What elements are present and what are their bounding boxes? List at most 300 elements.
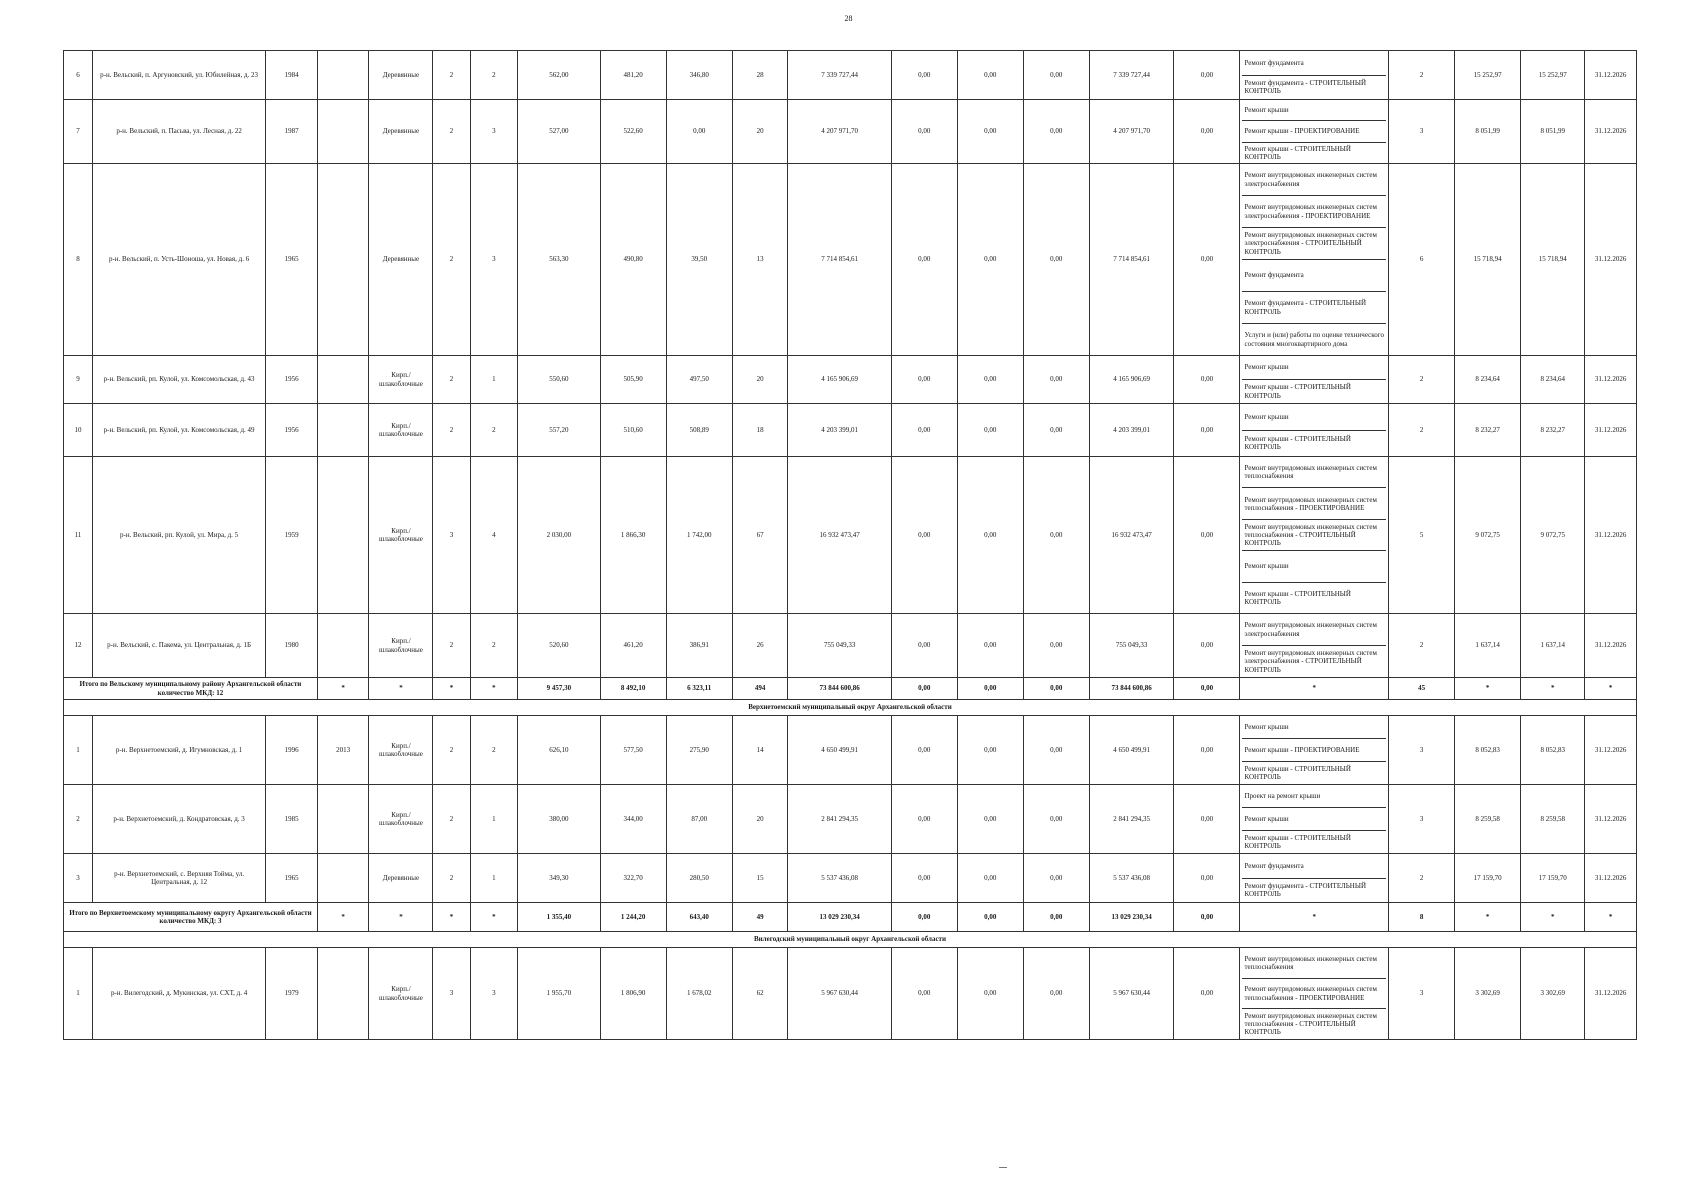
- cell-f1: 0,00: [891, 100, 957, 164]
- cell-area-living: 522,60: [600, 100, 666, 164]
- cell-entrances: 1: [470, 356, 517, 404]
- cell-unit-cost: 15 252,97: [1455, 51, 1521, 100]
- cell-wall: Кирп./шлакоблочные: [369, 716, 433, 785]
- cell-residents: 20: [732, 356, 788, 404]
- cell-area-total: 2 030,00: [518, 457, 601, 614]
- works-cell: [1240, 100, 1389, 164]
- total-area-total: 9 457,30: [518, 678, 601, 700]
- total-area-res: 643,40: [666, 903, 732, 932]
- total-f4: 13 029 230,34: [1089, 903, 1174, 932]
- total-dash: *: [1240, 903, 1389, 932]
- work-item: Ремонт внутридомовых инженерных систем электроснабжения - СТРОИТЕЛЬНЫЙ КОНТРОЛЬ: [1242, 228, 1386, 260]
- total-residents: 494: [732, 678, 788, 700]
- cell-deadline: 31.12.2026: [1585, 614, 1637, 678]
- cell-f5: 0,00: [1174, 854, 1240, 903]
- cell-f1: 0,00: [891, 51, 957, 100]
- cell-entrances: 2: [470, 404, 517, 457]
- table-row: [64, 854, 1637, 903]
- work-item: Ремонт внутридомовых инженерных систем электроснабжения: [1242, 164, 1386, 196]
- cell-unit-cost: 15 718,94: [1455, 164, 1521, 356]
- total-dash: *: [317, 903, 369, 932]
- row-address: р-н. Вельский, п. Аргуновский, ул. Юбилейная, д. 23: [92, 51, 265, 100]
- cell-deadline: 31.12.2026: [1585, 457, 1637, 614]
- section-title: Вилегодский муниципальный округ Архангельской области: [64, 932, 1637, 948]
- row-address: р-н. Вельский, рп. Кулой, ул. Комсомольская, д. 49: [92, 404, 265, 457]
- cell-f5: 0,00: [1174, 457, 1240, 614]
- works-list: [1242, 356, 1386, 403]
- work-item: Ремонт крыши - СТРОИТЕЛЬНЫЙ КОНТРОЛЬ: [1244, 435, 1351, 452]
- cell-f2: 0,00: [957, 785, 1023, 854]
- work-item: Ремонт крыши - СТРОИТЕЛЬНЫЙ КОНТРОЛЬ: [1244, 764, 1351, 781]
- cell-f3: 0,00: [1023, 948, 1089, 1040]
- cell-f5: 0,00: [1174, 51, 1240, 100]
- cell-f4: 5 537 436,08: [1089, 854, 1174, 903]
- row-address: р-н. Вельский, п. Пасьва, ул. Лесная, д. 22: [92, 100, 265, 164]
- work-item: Ремонт крыши: [1242, 551, 1386, 582]
- cell-entrances: 4: [470, 457, 517, 614]
- table-row: [64, 716, 1637, 785]
- row-address: р-н. Вилегодский, д. Мукинская, ул. СХТ, д. 4: [92, 948, 265, 1040]
- cell-unit-limit: 15 252,97: [1521, 51, 1585, 100]
- cell-year-recon: [317, 404, 369, 457]
- cell-deadline: 31.12.2026: [1585, 948, 1637, 1040]
- row-number: 9: [64, 356, 93, 404]
- work-item: Ремонт внутридомовых инженерных систем теплоснабжения - СТРОИТЕЛЬНЫЙ КОНТРОЛЬ: [1242, 520, 1386, 551]
- total-dash: *: [1455, 903, 1521, 932]
- cell-f4: 16 932 473,47: [1089, 457, 1174, 614]
- cell-area-living: 322,70: [600, 854, 666, 903]
- cell-residents: 13: [732, 164, 788, 356]
- cell-unit-limit: 8 052,83: [1521, 716, 1585, 785]
- work-item: Ремонт фундамента: [1242, 51, 1386, 76]
- table-row: [64, 404, 1637, 457]
- cell-area-living: 1 806,90: [600, 948, 666, 1040]
- cell-unit-limit: 8 051,99: [1521, 100, 1585, 164]
- cell-unit-cost: 8 051,99: [1455, 100, 1521, 164]
- cell-area-total: 527,00: [518, 100, 601, 164]
- table-row: [64, 100, 1637, 164]
- total-dash: *: [1521, 678, 1585, 700]
- cell-unit-cost: 8 052,83: [1455, 716, 1521, 785]
- cell-wall: Деревянные: [369, 51, 433, 100]
- work-item: Ремонт внутридомовых инженерных систем электроснабжения - СТРОИТЕЛЬНЫЙ КОНТРОЛЬ: [1244, 649, 1377, 674]
- cell-year-recon: [317, 785, 369, 854]
- cell-floors: 3: [433, 457, 470, 614]
- cell-floors: 2: [433, 100, 470, 164]
- cell-f1: 0,00: [891, 356, 957, 404]
- total-f5: 0,00: [1174, 678, 1240, 700]
- total-row: [64, 678, 1637, 700]
- cell-year-built: 1959: [266, 457, 318, 614]
- cell-deadline: 31.12.2026: [1585, 100, 1637, 164]
- total-dash: *: [317, 678, 369, 700]
- cell-area-res: 39,50: [666, 164, 732, 356]
- total-f4: 73 844 600,86: [1089, 678, 1174, 700]
- cell-f1: 0,00: [891, 716, 957, 785]
- cell-area-living: 1 866,30: [600, 457, 666, 614]
- cell-residents: 67: [732, 457, 788, 614]
- table-row: [64, 164, 1637, 356]
- works-cell: [1240, 948, 1389, 1040]
- cell-f2: 0,00: [957, 614, 1023, 678]
- cell-area-living: 490,80: [600, 164, 666, 356]
- cell-work-count: 2: [1389, 51, 1455, 100]
- cell-f1: 0,00: [891, 948, 957, 1040]
- row-number: 6: [64, 51, 93, 100]
- section-title: Верхнетоемский муниципальный округ Архангельской области: [64, 700, 1637, 716]
- cell-deadline: 31.12.2026: [1585, 404, 1637, 457]
- cell-f1: 0,00: [891, 614, 957, 678]
- cell-cost-total: 7 714 854,61: [788, 164, 891, 356]
- cell-residents: 62: [732, 948, 788, 1040]
- cell-year-recon: [317, 614, 369, 678]
- cell-area-res: 1 742,00: [666, 457, 732, 614]
- cell-wall: Кирп./шлакоблочные: [369, 356, 433, 404]
- cell-f2: 0,00: [957, 716, 1023, 785]
- cell-f3: 0,00: [1023, 716, 1089, 785]
- cell-area-total: 557,20: [518, 404, 601, 457]
- cell-work-count: 6: [1389, 164, 1455, 356]
- cell-year-built: 1965: [266, 854, 318, 903]
- works-cell: [1240, 356, 1389, 404]
- cell-unit-limit: 8 259,58: [1521, 785, 1585, 854]
- cell-deadline: 31.12.2026: [1585, 785, 1637, 854]
- cell-year-recon: [317, 164, 369, 356]
- cell-area-living: 505,90: [600, 356, 666, 404]
- cell-area-res: 497,50: [666, 356, 732, 404]
- total-area-living: 1 244,20: [600, 903, 666, 932]
- total-cost-total: 13 029 230,34: [788, 903, 891, 932]
- cell-f4: 2 841 294,35: [1089, 785, 1174, 854]
- total-residents: 49: [732, 903, 788, 932]
- cell-f3: 0,00: [1023, 404, 1089, 457]
- table-row: [64, 457, 1637, 614]
- cell-area-total: 626,10: [518, 716, 601, 785]
- cell-work-count: 2: [1389, 356, 1455, 404]
- cell-unit-cost: 8 234,64: [1455, 356, 1521, 404]
- cell-unit-limit: 17 159,70: [1521, 854, 1585, 903]
- work-item: Ремонт внутридомовых инженерных систем теплоснабжения - ПРОЕКТИРОВАНИЕ: [1242, 488, 1386, 519]
- cell-cost-total: 16 932 473,47: [788, 457, 891, 614]
- cell-floors: 2: [433, 356, 470, 404]
- row-address: р-н. Вельский, рп. Кулой, ул. Комсомольская, д. 43: [92, 356, 265, 404]
- cell-residents: 20: [732, 100, 788, 164]
- cell-entrances: 1: [470, 854, 517, 903]
- work-item: Ремонт крыши: [1242, 100, 1386, 121]
- cell-work-count: 5: [1389, 457, 1455, 614]
- works-list: [1242, 854, 1386, 902]
- cell-f2: 0,00: [957, 948, 1023, 1040]
- row-number: 8: [64, 164, 93, 356]
- cell-f3: 0,00: [1023, 785, 1089, 854]
- cell-work-count: 3: [1389, 948, 1455, 1040]
- page-number: 28: [844, 14, 853, 23]
- total-f2: 0,00: [957, 903, 1023, 932]
- cell-f3: 0,00: [1023, 457, 1089, 614]
- cell-year-recon: [317, 854, 369, 903]
- cell-residents: 20: [732, 785, 788, 854]
- cell-work-count: 2: [1389, 404, 1455, 457]
- row-address: р-н. Вельский, рп. Кулой, ул. Мира, д. 5: [92, 457, 265, 614]
- cell-area-total: 349,30: [518, 854, 601, 903]
- cell-deadline: 31.12.2026: [1585, 51, 1637, 100]
- cell-entrances: 3: [470, 100, 517, 164]
- cell-cost-total: 7 339 727,44: [788, 51, 891, 100]
- total-work-count: 8: [1389, 903, 1455, 932]
- total-row: [64, 903, 1637, 932]
- cell-f3: 0,00: [1023, 100, 1089, 164]
- works-list: [1242, 614, 1386, 677]
- cell-f4: 5 967 630,44: [1089, 948, 1174, 1040]
- work-item: Услуги и (или) работы по оценке технического состояния многоквартирного дома: [1244, 331, 1384, 348]
- total-f1: 0,00: [891, 903, 957, 932]
- cell-area-living: 344,00: [600, 785, 666, 854]
- work-item: Ремонт крыши: [1242, 404, 1386, 431]
- work-item: Проект на ремонт крыши: [1242, 785, 1386, 808]
- work-item: Ремонт внутридомовых инженерных систем теплоснабжения: [1242, 457, 1386, 488]
- cell-f1: 0,00: [891, 164, 957, 356]
- total-cost-total: 73 844 600,86: [788, 678, 891, 700]
- total-f2: 0,00: [957, 678, 1023, 700]
- cell-f1: 0,00: [891, 404, 957, 457]
- cell-f1: 0,00: [891, 457, 957, 614]
- total-dash: *: [369, 678, 433, 700]
- row-number: 2: [64, 785, 93, 854]
- cell-unit-cost: 17 159,70: [1455, 854, 1521, 903]
- total-dash: *: [433, 903, 470, 932]
- row-number: 10: [64, 404, 93, 457]
- cell-wall: Деревянные: [369, 854, 433, 903]
- cell-f4: 4 165 906,69: [1089, 356, 1174, 404]
- cell-work-count: 2: [1389, 614, 1455, 678]
- cell-f2: 0,00: [957, 164, 1023, 356]
- cell-year-built: 1987: [266, 100, 318, 164]
- cell-area-res: 0,00: [666, 100, 732, 164]
- cell-area-res: 87,00: [666, 785, 732, 854]
- total-f5: 0,00: [1174, 903, 1240, 932]
- cell-f2: 0,00: [957, 457, 1023, 614]
- cell-deadline: 31.12.2026: [1585, 716, 1637, 785]
- cell-f3: 0,00: [1023, 51, 1089, 100]
- cell-cost-total: 2 841 294,35: [788, 785, 891, 854]
- cell-entrances: 2: [470, 716, 517, 785]
- row-number: 3: [64, 854, 93, 903]
- total-dash: *: [470, 903, 517, 932]
- row-address: р-н. Верхнетоемский, д. Игумновская, д. 1: [92, 716, 265, 785]
- cell-cost-total: 4 165 906,69: [788, 356, 891, 404]
- cell-f2: 0,00: [957, 356, 1023, 404]
- cell-f3: 0,00: [1023, 164, 1089, 356]
- work-item: Ремонт крыши - СТРОИТЕЛЬНЫЙ КОНТРОЛЬ: [1244, 589, 1351, 606]
- cell-wall: Кирп./шлакоблочные: [369, 404, 433, 457]
- work-item: Ремонт фундамента - СТРОИТЕЛЬНЫЙ КОНТРОЛЬ: [1244, 882, 1366, 899]
- work-item: Ремонт крыши - ПРОЕКТИРОВАНИЕ: [1242, 121, 1386, 142]
- cell-area-living: 461,20: [600, 614, 666, 678]
- works-list: [1242, 100, 1386, 163]
- work-item: Ремонт крыши - СТРОИТЕЛЬНЫЙ КОНТРОЛЬ: [1244, 144, 1351, 161]
- cell-entrances: 3: [470, 948, 517, 1040]
- cell-wall: Кирп./шлакоблочные: [369, 457, 433, 614]
- cell-f5: 0,00: [1174, 100, 1240, 164]
- cell-area-res: 1 678,02: [666, 948, 732, 1040]
- margin-mark: [999, 1167, 1007, 1168]
- cell-residents: 15: [732, 854, 788, 903]
- cell-f1: 0,00: [891, 785, 957, 854]
- total-dash: *: [1585, 903, 1637, 932]
- cell-unit-cost: 9 072,75: [1455, 457, 1521, 614]
- total-area-total: 1 355,40: [518, 903, 601, 932]
- cell-f1: 0,00: [891, 854, 957, 903]
- cell-work-count: 3: [1389, 716, 1455, 785]
- cell-residents: 28: [732, 51, 788, 100]
- works-list: [1242, 404, 1386, 456]
- total-label: Итого по Верхнетоемскому муниципальному округу Архангельской области количество МКД: 3: [64, 903, 318, 932]
- works-cell: [1240, 854, 1389, 903]
- total-f1: 0,00: [891, 678, 957, 700]
- cell-f3: 0,00: [1023, 614, 1089, 678]
- cell-floors: 2: [433, 614, 470, 678]
- works-list: [1242, 457, 1386, 613]
- cell-f5: 0,00: [1174, 164, 1240, 356]
- cell-floors: 2: [433, 716, 470, 785]
- cell-year-built: 1996: [266, 716, 318, 785]
- cell-f4: 7 714 854,61: [1089, 164, 1174, 356]
- table-row: [64, 356, 1637, 404]
- cell-unit-limit: 9 072,75: [1521, 457, 1585, 614]
- capital-repair-table: [63, 50, 1637, 1040]
- works-cell: [1240, 404, 1389, 457]
- row-address: р-н. Верхнетоемский, с. Верхняя Тойма, ул. Центральная, д. 12: [92, 854, 265, 903]
- cell-f5: 0,00: [1174, 948, 1240, 1040]
- total-dash: *: [1585, 678, 1637, 700]
- cell-f5: 0,00: [1174, 614, 1240, 678]
- cell-area-living: 510,60: [600, 404, 666, 457]
- cell-wall: Деревянные: [369, 164, 433, 356]
- cell-work-count: 3: [1389, 785, 1455, 854]
- cell-area-total: 1 955,70: [518, 948, 601, 1040]
- table-row: [64, 948, 1637, 1040]
- table-row: [64, 51, 1637, 100]
- works-list: [1242, 948, 1386, 1039]
- work-item: Ремонт внутридомовых инженерных систем теплоснабжения: [1242, 948, 1386, 979]
- cell-f2: 0,00: [957, 51, 1023, 100]
- works-cell: [1240, 716, 1389, 785]
- total-area-living: 8 492,10: [600, 678, 666, 700]
- cell-year-built: 1985: [266, 785, 318, 854]
- cell-wall: Деревянные: [369, 100, 433, 164]
- total-f3: 0,00: [1023, 678, 1089, 700]
- cell-unit-cost: 3 302,69: [1455, 948, 1521, 1040]
- cell-area-total: 380,00: [518, 785, 601, 854]
- cell-year-recon: [317, 100, 369, 164]
- cell-area-total: 520,60: [518, 614, 601, 678]
- cell-area-res: 346,80: [666, 51, 732, 100]
- work-item: Ремонт крыши - СТРОИТЕЛЬНЫЙ КОНТРОЛЬ: [1244, 833, 1351, 850]
- cell-cost-total: 4 207 971,70: [788, 100, 891, 164]
- cell-deadline: 31.12.2026: [1585, 356, 1637, 404]
- work-item: Ремонт фундамента - СТРОИТЕЛЬНЫЙ КОНТРОЛЬ: [1242, 292, 1386, 324]
- cell-wall: Кирп./шлакоблочные: [369, 614, 433, 678]
- works-cell: [1240, 614, 1389, 678]
- total-dash: *: [433, 678, 470, 700]
- cell-residents: 14: [732, 716, 788, 785]
- cell-cost-total: 4 203 399,01: [788, 404, 891, 457]
- table-body: [64, 51, 1637, 1040]
- cell-area-total: 562,00: [518, 51, 601, 100]
- total-label: Итого по Вельскому муниципальному району Архангельской области количество МКД: 12: [64, 678, 318, 700]
- cell-year-recon: [317, 356, 369, 404]
- cell-f4: 4 207 971,70: [1089, 100, 1174, 164]
- cell-area-total: 550,60: [518, 356, 601, 404]
- cell-f3: 0,00: [1023, 356, 1089, 404]
- work-item: Ремонт крыши - СТРОИТЕЛЬНЫЙ КОНТРОЛЬ: [1244, 383, 1351, 400]
- row-number: 11: [64, 457, 93, 614]
- total-dash: *: [470, 678, 517, 700]
- row-address: р-н. Вельский, с. Пакема, ул. Центральная, д. 1Б: [92, 614, 265, 678]
- works-cell: [1240, 457, 1389, 614]
- cell-f2: 0,00: [957, 854, 1023, 903]
- cell-residents: 18: [732, 404, 788, 457]
- cell-floors: 2: [433, 404, 470, 457]
- cell-year-built: 1965: [266, 164, 318, 356]
- cell-f2: 0,00: [957, 100, 1023, 164]
- works-cell: [1240, 51, 1389, 100]
- cell-year-built: 1979: [266, 948, 318, 1040]
- work-item: Ремонт фундамента: [1242, 854, 1386, 879]
- cell-wall: Кирп./шлакоблочные: [369, 785, 433, 854]
- work-item: Ремонт внутридомовых инженерных систем электроснабжения: [1242, 614, 1386, 646]
- section-header-row: [64, 932, 1637, 948]
- cell-year-built: 1980: [266, 614, 318, 678]
- works-cell: [1240, 785, 1389, 854]
- cell-work-count: 3: [1389, 100, 1455, 164]
- cell-unit-limit: 1 637,14: [1521, 614, 1585, 678]
- works-list: [1242, 164, 1386, 355]
- cell-floors: 2: [433, 785, 470, 854]
- cell-year-built: 1956: [266, 356, 318, 404]
- cell-unit-limit: 3 302,69: [1521, 948, 1585, 1040]
- cell-year-built: 1984: [266, 51, 318, 100]
- cell-cost-total: 5 537 436,08: [788, 854, 891, 903]
- works-list: [1242, 785, 1386, 853]
- cell-area-living: 481,20: [600, 51, 666, 100]
- cell-unit-limit: 8 234,64: [1521, 356, 1585, 404]
- work-item: Ремонт крыши - ПРОЕКТИРОВАНИЕ: [1242, 739, 1386, 762]
- cell-year-recon: [317, 51, 369, 100]
- cell-unit-limit: 15 718,94: [1521, 164, 1585, 356]
- works-list: [1242, 51, 1386, 99]
- row-number: 1: [64, 948, 93, 1040]
- cell-entrances: 2: [470, 51, 517, 100]
- table-row: [64, 785, 1637, 854]
- work-item: Ремонт внутридомовых инженерных систем теплоснабжения - ПРОЕКТИРОВАНИЕ: [1242, 979, 1386, 1010]
- cell-f4: 4 203 399,01: [1089, 404, 1174, 457]
- total-area-res: 6 323,11: [666, 678, 732, 700]
- cell-unit-cost: 1 637,14: [1455, 614, 1521, 678]
- cell-f2: 0,00: [957, 404, 1023, 457]
- cell-year-recon: 2013: [317, 716, 369, 785]
- row-number: 1: [64, 716, 93, 785]
- total-dash: *: [1521, 903, 1585, 932]
- cell-f5: 0,00: [1174, 785, 1240, 854]
- section-header-row: [64, 700, 1637, 716]
- cell-cost-total: 4 650 499,91: [788, 716, 891, 785]
- cell-f5: 0,00: [1174, 404, 1240, 457]
- cell-f5: 0,00: [1174, 716, 1240, 785]
- row-number: 7: [64, 100, 93, 164]
- cell-f5: 0,00: [1174, 356, 1240, 404]
- cell-unit-cost: 8 259,58: [1455, 785, 1521, 854]
